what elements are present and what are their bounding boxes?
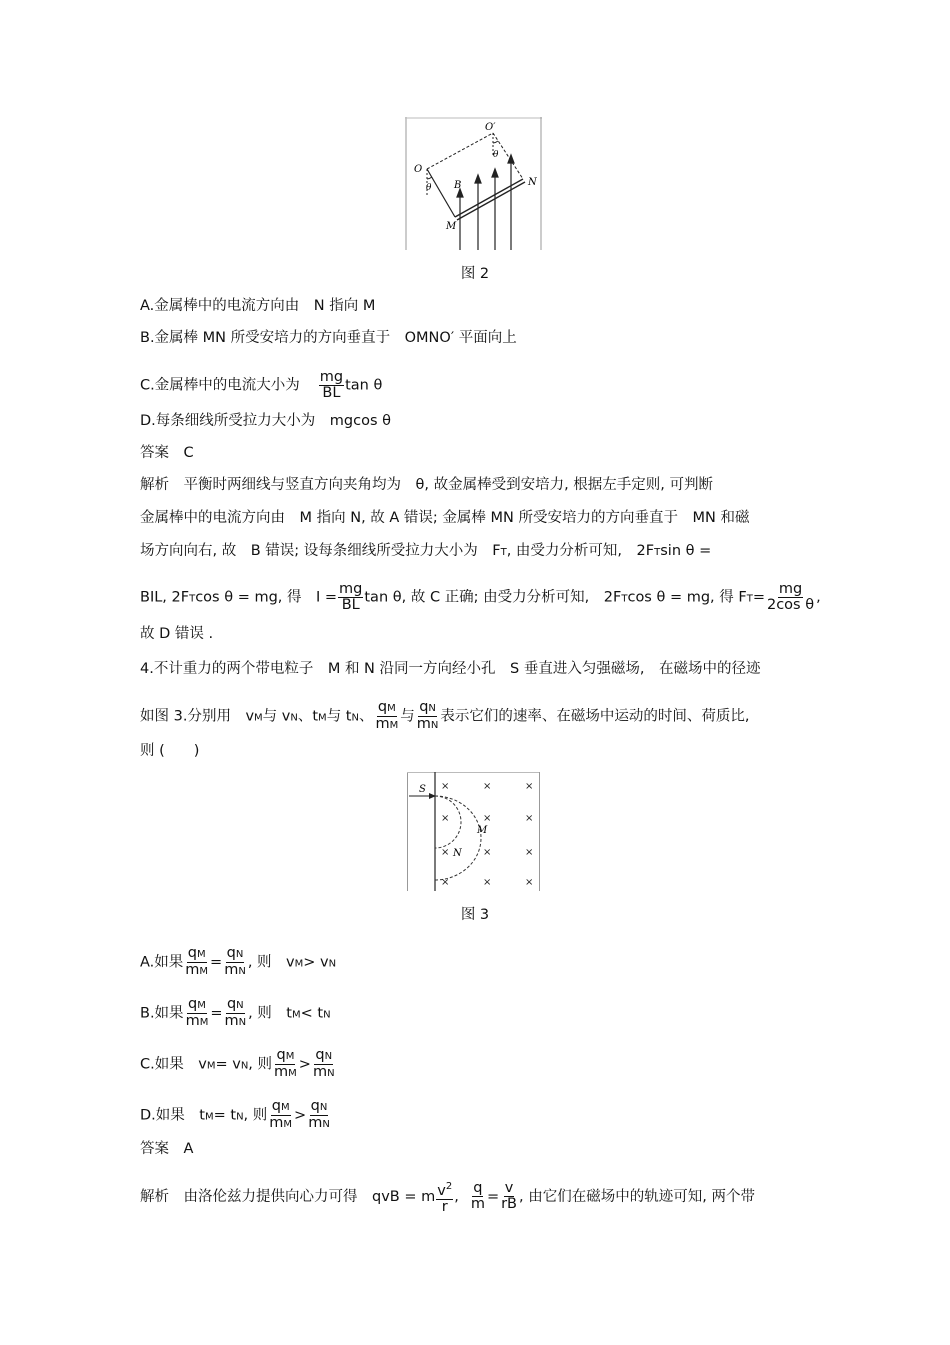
fraction	[416, 700, 440, 733]
numerator: v	[504, 1180, 514, 1197]
denominator	[223, 1014, 247, 1030]
fraction	[470, 1181, 486, 1212]
label-o-prime: O′	[485, 122, 496, 133]
explanation-3-line-2: 金属棒中的电流方向由 M 指向 N, 故 A 错误; 金属棒 MN 所受安培力的方向垂直于 MN 和磁	[140, 510, 750, 526]
numerator	[314, 1048, 333, 1065]
numerator	[271, 1099, 291, 1116]
label-n: N	[453, 848, 462, 859]
q: q	[419, 699, 429, 715]
option-4b	[140, 997, 331, 1030]
subscript: M	[389, 720, 399, 731]
text: , 则	[248, 1056, 273, 1073]
answer-4: 答案 A	[140, 1141, 194, 1157]
subscript: N	[240, 1060, 249, 1072]
option-c-tail: tan θ	[345, 377, 383, 394]
text: =	[210, 1005, 223, 1022]
fraction	[223, 946, 247, 979]
cross: ×	[525, 813, 534, 824]
option-b: B.金属棒 MN 所受安培力的方向垂直于 OMNO′ 平面向上	[140, 330, 517, 346]
subscript: N	[323, 1009, 331, 1021]
denominator: BL	[322, 385, 341, 401]
text: , 则 v	[247, 954, 295, 971]
denominator	[273, 1065, 298, 1081]
m: m	[416, 716, 431, 732]
subscript: M	[288, 1068, 297, 1079]
m: m	[375, 716, 390, 732]
subscript: M	[294, 958, 304, 970]
denominator	[416, 717, 440, 733]
question-4-line-3: 则 ( )	[140, 743, 200, 759]
numerator	[310, 1099, 329, 1116]
numerator	[436, 1179, 453, 1200]
denominator	[185, 1014, 210, 1030]
text: 、	[358, 708, 374, 725]
text: = t	[213, 1107, 237, 1124]
subscript: N	[236, 1111, 244, 1123]
subscript: T	[621, 593, 628, 605]
cross: ×	[525, 877, 534, 888]
text: cos θ = mg, 得 I =	[195, 589, 338, 606]
explanation-3-line-3	[140, 541, 711, 563]
subscript: M	[283, 1119, 293, 1130]
v: v	[437, 1182, 446, 1199]
label-theta-1: θ	[426, 183, 432, 193]
numerator: mg	[319, 369, 344, 385]
subscript: M	[206, 1060, 216, 1072]
subscript: T	[189, 593, 196, 605]
text: C.如果 v	[140, 1056, 207, 1073]
numerator	[275, 1048, 295, 1065]
text: 与 t	[326, 708, 352, 725]
option-d: D.每条细线所受拉力大小为 mgcos θ	[140, 413, 391, 429]
q: q	[226, 945, 236, 961]
q: q	[310, 1098, 320, 1114]
denominator	[223, 963, 247, 979]
m: m	[224, 962, 239, 978]
text: 场方向向右, 故 B 错误; 设每条细线所受拉力大小为 F	[140, 543, 501, 559]
subscript: M	[285, 1051, 295, 1062]
figure-3	[407, 772, 540, 891]
fraction	[184, 946, 209, 979]
figure-2-caption: 图 2	[460, 266, 490, 282]
q: q	[315, 1047, 325, 1063]
fraction	[312, 1048, 336, 1081]
cross: ×	[441, 813, 450, 824]
m: m	[274, 1064, 289, 1080]
subscript: T	[500, 547, 507, 558]
m: m	[224, 1013, 239, 1029]
denominator: 2cos θ	[766, 597, 815, 613]
q: q	[188, 996, 198, 1012]
denominator	[374, 717, 399, 733]
figure-3-caption: 图 3	[460, 907, 490, 923]
subscript: M	[199, 1017, 209, 1028]
text: , 由受力分析可知, 2F	[506, 543, 655, 559]
denominator: r	[441, 1198, 448, 1215]
figure-3-diagram	[407, 772, 540, 891]
subscript: M	[387, 703, 396, 714]
numerator: q	[473, 1180, 483, 1197]
subscript: N	[238, 966, 246, 977]
numerator	[187, 946, 207, 963]
text: 如图 3.分别用 v	[140, 708, 255, 725]
fraction	[223, 997, 247, 1030]
cross: ×	[483, 781, 492, 792]
explanation-4	[140, 1179, 755, 1215]
subscript: N	[322, 1119, 330, 1130]
text: B.如果	[140, 1005, 184, 1022]
q: q	[271, 1098, 281, 1114]
subscript: M	[318, 712, 327, 724]
option-4c	[140, 1048, 337, 1081]
numerator: mg	[778, 581, 803, 597]
m: m	[312, 1064, 328, 1080]
subscript: T	[654, 547, 661, 558]
text: > v	[303, 954, 329, 971]
q: q	[187, 945, 197, 961]
question-4-line-2	[140, 700, 749, 733]
text: 与	[400, 708, 415, 725]
text: , 由它们在磁场中的轨迹可知, 两个带	[519, 1188, 755, 1205]
cross: ×	[441, 877, 450, 888]
numerator	[226, 997, 245, 1014]
subscript: N	[327, 1068, 335, 1079]
denominator	[268, 1116, 293, 1132]
option-a: A.金属棒中的电流方向由 N 指向 M	[140, 298, 376, 314]
q: q	[226, 996, 237, 1012]
subscript: M	[292, 1009, 301, 1021]
text: cos θ = mg, 得 F	[627, 589, 747, 606]
subscript: N	[238, 1017, 247, 1028]
subscript: N	[319, 1102, 328, 1113]
text: D.如果 t	[140, 1107, 205, 1124]
fraction	[307, 1099, 331, 1132]
numerator: mg	[339, 581, 363, 597]
subscript: M	[197, 1000, 206, 1011]
subscript: N	[324, 1051, 333, 1062]
m: m	[185, 1013, 200, 1029]
text: tan θ, 故 C 正确; 由受力分析可知, 2F	[364, 589, 622, 606]
numerator	[226, 946, 245, 963]
text: =	[752, 589, 765, 606]
text: 表示它们的速率、在磁场中运动的时间、荷质比,	[440, 708, 750, 725]
subscript: N	[328, 958, 337, 970]
text: >	[298, 1056, 311, 1073]
subscript: N	[236, 1000, 244, 1011]
text: < t	[300, 1005, 324, 1022]
subscript: M	[204, 1111, 214, 1123]
cross: ×	[483, 847, 492, 858]
text: >	[294, 1107, 307, 1124]
numerator	[418, 700, 437, 717]
subscript: M	[196, 949, 206, 960]
numerator	[187, 997, 207, 1014]
text: =	[486, 1188, 500, 1205]
explanation-3-line-5: 故 D 错误 .	[140, 626, 214, 642]
subscript: N	[351, 712, 359, 724]
label-theta-2: θ	[493, 150, 499, 160]
fraction	[185, 997, 210, 1030]
explanation-3-line-4	[140, 582, 821, 613]
subscript: N	[290, 712, 298, 724]
text: 解析 由洛伦兹力提供向心力可得 qvB = m	[140, 1188, 436, 1205]
denominator	[312, 1065, 336, 1081]
m: m	[269, 1115, 284, 1131]
fraction	[319, 370, 344, 401]
denominator: BL	[341, 597, 360, 613]
subscript: T	[746, 593, 753, 605]
label-m: M	[477, 825, 488, 836]
figure-2	[405, 117, 542, 250]
text: ,	[816, 589, 821, 606]
cross: ×	[441, 781, 450, 792]
text: ,	[454, 1188, 459, 1205]
fraction	[436, 1179, 453, 1215]
subscript: M	[254, 712, 263, 724]
answer-3: 答案 C	[140, 445, 194, 461]
subscript: M	[199, 966, 209, 977]
label-s: S	[419, 784, 426, 795]
denominator	[307, 1116, 331, 1132]
fraction	[766, 582, 815, 613]
label-m: M	[446, 221, 457, 232]
fraction	[338, 582, 363, 613]
superscript: 2	[445, 1181, 453, 1192]
cross: ×	[525, 847, 534, 858]
cross: ×	[483, 813, 492, 824]
label-o: O	[414, 164, 423, 175]
label-n: N	[528, 177, 537, 188]
text: = v	[215, 1056, 241, 1073]
text: 与 v	[262, 708, 291, 725]
label-b: B	[454, 180, 462, 191]
fraction	[500, 1181, 518, 1212]
option-c-text: C.金属棒中的电流大小为	[140, 377, 300, 394]
fraction	[273, 1048, 298, 1081]
denominator	[184, 963, 209, 979]
q: q	[276, 1047, 286, 1063]
fraction	[268, 1099, 293, 1132]
text: BIL, 2F	[140, 589, 190, 606]
fraction	[374, 700, 399, 733]
cross: ×	[525, 781, 534, 792]
denominator: m	[470, 1196, 485, 1213]
denominator: rB	[501, 1196, 518, 1213]
cross: ×	[441, 847, 450, 858]
text: 、t	[297, 708, 319, 725]
text: , 则	[243, 1107, 268, 1124]
subscript: N	[428, 703, 436, 714]
cross: ×	[483, 877, 492, 888]
subscript: N	[235, 949, 244, 960]
text: =	[210, 954, 223, 971]
figure-2-diagram	[405, 117, 542, 250]
question-4-line-1: 4.不计重力的两个带电粒子 M 和 N 沿同一方向经小孔 S 垂直进入匀强磁场, 在磁场中的径迹	[140, 661, 761, 677]
text: A.如果	[140, 954, 184, 971]
option-4a	[140, 946, 336, 979]
text: , 则 t	[248, 1005, 292, 1022]
explanation-3-line-1: 解析 平衡时两细线与竖直方向夹角均为 θ, 故金属棒受到安培力, 根据左手定则, 可判断	[140, 477, 714, 493]
numerator	[377, 700, 397, 717]
subscript: M	[280, 1102, 290, 1113]
m: m	[185, 962, 200, 978]
m: m	[308, 1115, 323, 1131]
option-c	[140, 370, 382, 401]
text: sin θ =	[660, 543, 712, 559]
subscript: N	[430, 720, 439, 731]
q: q	[377, 699, 388, 715]
option-4d	[140, 1099, 332, 1132]
